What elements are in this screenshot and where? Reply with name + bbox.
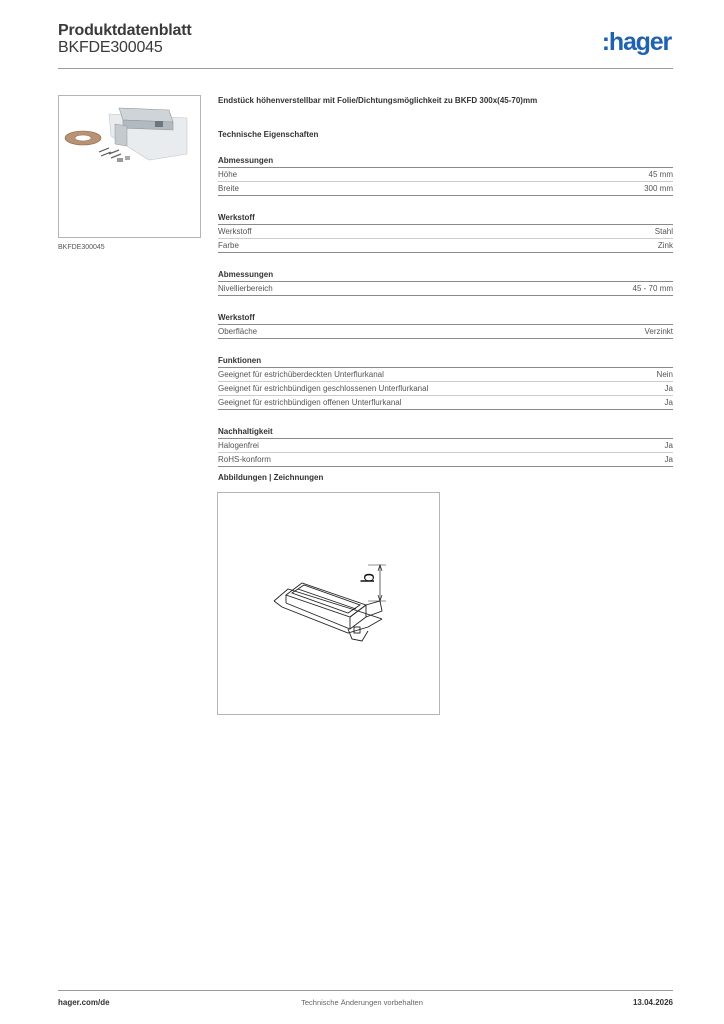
section-material-2	[218, 313, 673, 339]
product-photo-icon	[59, 96, 200, 237]
property-value: Ja	[664, 384, 673, 393]
property-label: Geeignet für estrichüberdeckten Unterflurkanal	[218, 370, 384, 379]
property-value: 45 mm	[648, 170, 673, 179]
property-row	[218, 439, 673, 453]
property-label: Nivellierbereich	[218, 284, 273, 293]
property-row	[218, 225, 673, 239]
section-dimensions-2	[218, 270, 673, 296]
header-divider	[58, 68, 673, 69]
document-code: BKFDE300045	[58, 39, 163, 56]
property-row	[218, 282, 673, 296]
property-label: Werkstoff	[218, 227, 252, 236]
property-row	[218, 168, 673, 182]
document-title: Produktdatenblatt	[58, 22, 192, 39]
footer-website[interactable]: hager.com/de	[58, 998, 110, 1007]
property-value: 300 mm	[644, 184, 673, 193]
section-title: Abmessungen	[218, 270, 673, 282]
product-image	[58, 95, 201, 238]
dimension-label: b	[358, 572, 378, 583]
property-label: RoHS-konform	[218, 455, 271, 464]
property-label: Geeignet für estrichbündigen offenen Unterflurkanal	[218, 398, 402, 407]
property-row	[218, 368, 673, 382]
property-row	[218, 396, 673, 410]
property-label: Oberfläche	[218, 327, 258, 336]
property-row	[218, 325, 673, 339]
property-value: Zink	[657, 241, 673, 250]
section-title: Werkstoff	[218, 213, 673, 225]
property-value: Ja	[664, 455, 673, 464]
property-label: Höhe	[218, 170, 238, 179]
property-label: Geeignet für estrichbündigen geschlossenen Unterflurkanal	[218, 384, 429, 393]
technical-drawing	[217, 492, 440, 715]
section-dimensions	[218, 156, 673, 196]
section-title: Nachhaltigkeit	[218, 427, 673, 439]
property-row	[218, 182, 673, 196]
property-label: Farbe	[218, 241, 239, 250]
property-label: Breite	[218, 184, 239, 193]
section-title: Werkstoff	[218, 313, 673, 325]
drawings-title: Abbildungen | Zeichnungen	[218, 473, 324, 482]
property-value: Verzinkt	[644, 327, 673, 336]
property-value: Ja	[664, 441, 673, 450]
end-piece-drawing-icon	[218, 493, 439, 714]
product-caption: BKFDE300045	[58, 244, 105, 251]
property-row	[218, 382, 673, 396]
section-functions	[218, 356, 673, 410]
property-row	[218, 453, 673, 467]
product-details	[218, 96, 673, 467]
hager-logo: :hager	[601, 28, 671, 56]
section-material	[218, 213, 673, 253]
property-label: Halogenfrei	[218, 441, 259, 450]
property-value: 45 - 70 mm	[632, 284, 673, 293]
properties-title: Technische Eigenschaften	[218, 130, 319, 139]
product-description: Endstück höhenverstellbar mit Folie/Dichtungsmöglichkeit zu BKFD 300x(45-70)mm	[218, 96, 538, 105]
page-header	[58, 20, 673, 70]
section-title: Abmessungen	[218, 156, 673, 168]
property-value: Ja	[664, 398, 673, 407]
section-sustainability	[218, 427, 673, 467]
footer-divider	[58, 990, 673, 991]
property-value: Stahl	[654, 227, 673, 236]
footer-note: Technische Änderungen vorbehalten	[301, 998, 423, 1007]
section-title: Funktionen	[218, 356, 673, 368]
property-row	[218, 239, 673, 253]
footer-date: 13.04.2026	[632, 998, 673, 1007]
property-value: Nein	[656, 370, 673, 379]
